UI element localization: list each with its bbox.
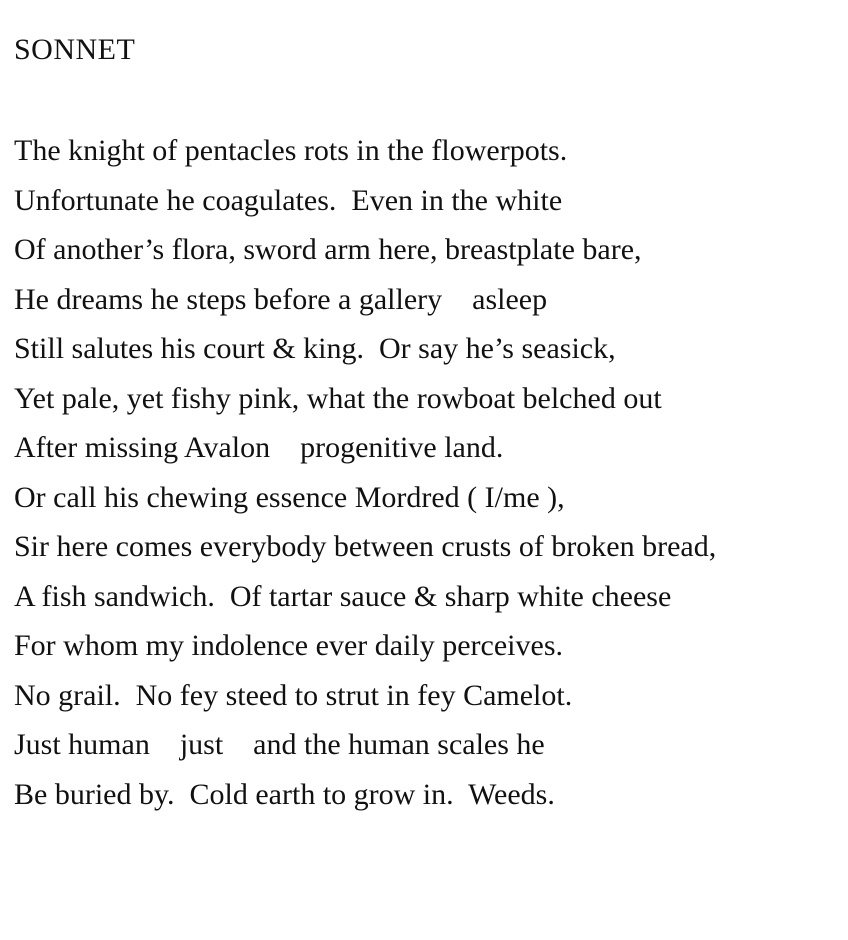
poem-line: Sir here comes everybody between crusts of broken bread, bbox=[14, 530, 717, 563]
poem-line: For whom my indolence ever daily perceives. bbox=[14, 629, 563, 662]
poem-line: Just human just and the human scales he bbox=[14, 728, 545, 761]
poem-title: SONNET bbox=[14, 33, 136, 66]
poem-line: Still salutes his court & king. Or say he’s seasick, bbox=[14, 332, 616, 365]
poem-line: Or call his chewing essence Mordred ( I/me ), bbox=[14, 480, 565, 514]
poem-line: The knight of pentacles rots in the flowerpots. bbox=[14, 134, 568, 167]
poem-line: A fish sandwich. Of tartar sauce & sharp white cheese bbox=[14, 579, 672, 613]
poem-line: No grail. No fey steed to strut in fey Camelot. bbox=[14, 678, 573, 712]
poem-line: After missing Avalon progenitive land. bbox=[14, 431, 504, 464]
stanza-gap bbox=[14, 72, 844, 126]
poem-line: Yet pale, yet fishy pink, what the rowboat belched out bbox=[14, 381, 662, 415]
poem-body bbox=[14, 126, 844, 819]
poem-line: Be buried by. Cold earth to grow in. Weeds. bbox=[14, 777, 555, 811]
poem-page bbox=[14, 28, 844, 819]
poem-line: He dreams he steps before a gallery asleep bbox=[14, 282, 548, 316]
poem-line: Of another’s flora, sword arm here, breastplate bare, bbox=[14, 233, 642, 266]
poem-line: Unfortunate he coagulates. Even in the white bbox=[14, 183, 563, 217]
